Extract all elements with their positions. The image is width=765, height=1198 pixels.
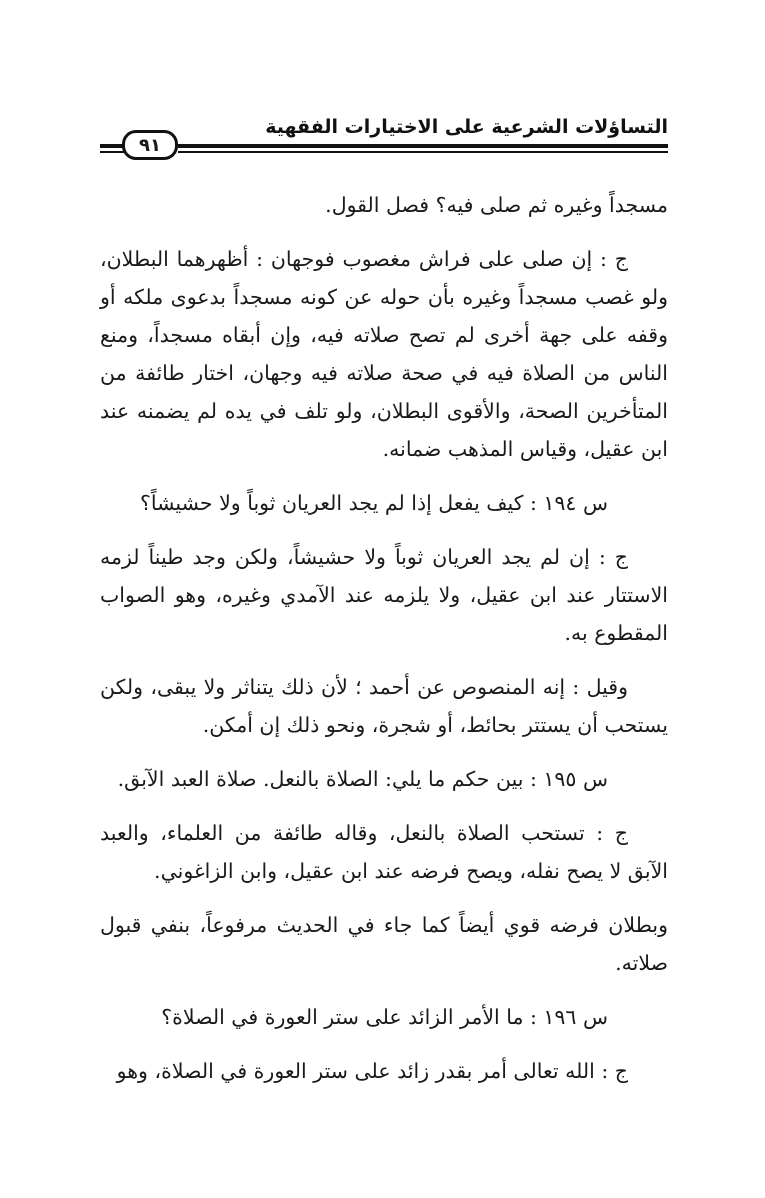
answer-paragraph: ج : تستحب الصلاة بالنعل، وقاله طائفة من العلماء، والعبد الآبق لا يصح نفله، ويصح فرضه عند ابن عقيل، وابن الزاغوني. <box>100 821 668 883</box>
header-rule-thin <box>178 151 668 153</box>
running-title: التساؤلات الشرعية على الاختيارات الفقهية <box>265 116 668 138</box>
page-body <box>100 186 668 1106</box>
answer-paragraph: ج : إن لم يجد العريان ثوباً ولا حشيشاً، ولكن وجد طيناً لزمه الاستتار عند ابن عقيل، ولا يلزمه عند الآمدي وغيره، وهو الصواب المقطوع به. <box>100 545 668 645</box>
question-194: س ١٩٤ : كيف يفعل إذا لم يجد العريان ثوباً ولا حشيشاً؟ <box>140 491 608 515</box>
paragraph: مسجداً وغيره ثم صلى فيه؟ فصل القول. <box>325 193 668 217</box>
question-195: س ١٩٥ : بين حكم ما يلي: الصلاة بالنعل. صلاة العبد الآبق. <box>117 767 608 791</box>
question-196: س ١٩٦ : ما الأمر الزائد على ستر العورة في الصلاة؟ <box>161 1005 608 1029</box>
header-rule-left-thick <box>100 144 124 148</box>
page-header <box>100 106 668 166</box>
answer-paragraph: ج : الله تعالى أمر بقدر زائد على ستر العورة في الصلاة، وهو <box>116 1059 628 1083</box>
paragraph: وقيل : إنه المنصوص عن أحمد ؛ لأن ذلك يتناثر ولا يبقى، ولكن يستحب أن يستتر بحائط، أو شجرة، ونحو ذلك إن أمكن. <box>100 675 668 737</box>
paragraph: وبطلان فرضه قوي أيضاً كما جاء في الحديث مرفوعاً، بنفي قبول صلاته. <box>100 913 668 975</box>
header-rule-thick <box>178 144 668 148</box>
header-rule-left-thin <box>100 151 124 153</box>
page-number: ٩١ <box>122 130 178 160</box>
answer-paragraph: ج : إن صلى على فراش مغصوب فوجهان : أظهرهما البطلان، ولو غصب مسجداً وغيره بأن حوله عن كونه مسجداً بدعوى ملكه أو وقفه على جهة أخرى لم تصح صلاته فيه، وإن أبقاه مسجداً، ومنع الناس من الصلاة فيه في صحة صلاته فيه وجهان، اختار طائفة من المتأخرين الصحة، والأقوى البطلان، ولو تلف في يده لم يضمنه عند ابن عقيل، وقياس المذهب ضمانه. <box>100 247 668 461</box>
